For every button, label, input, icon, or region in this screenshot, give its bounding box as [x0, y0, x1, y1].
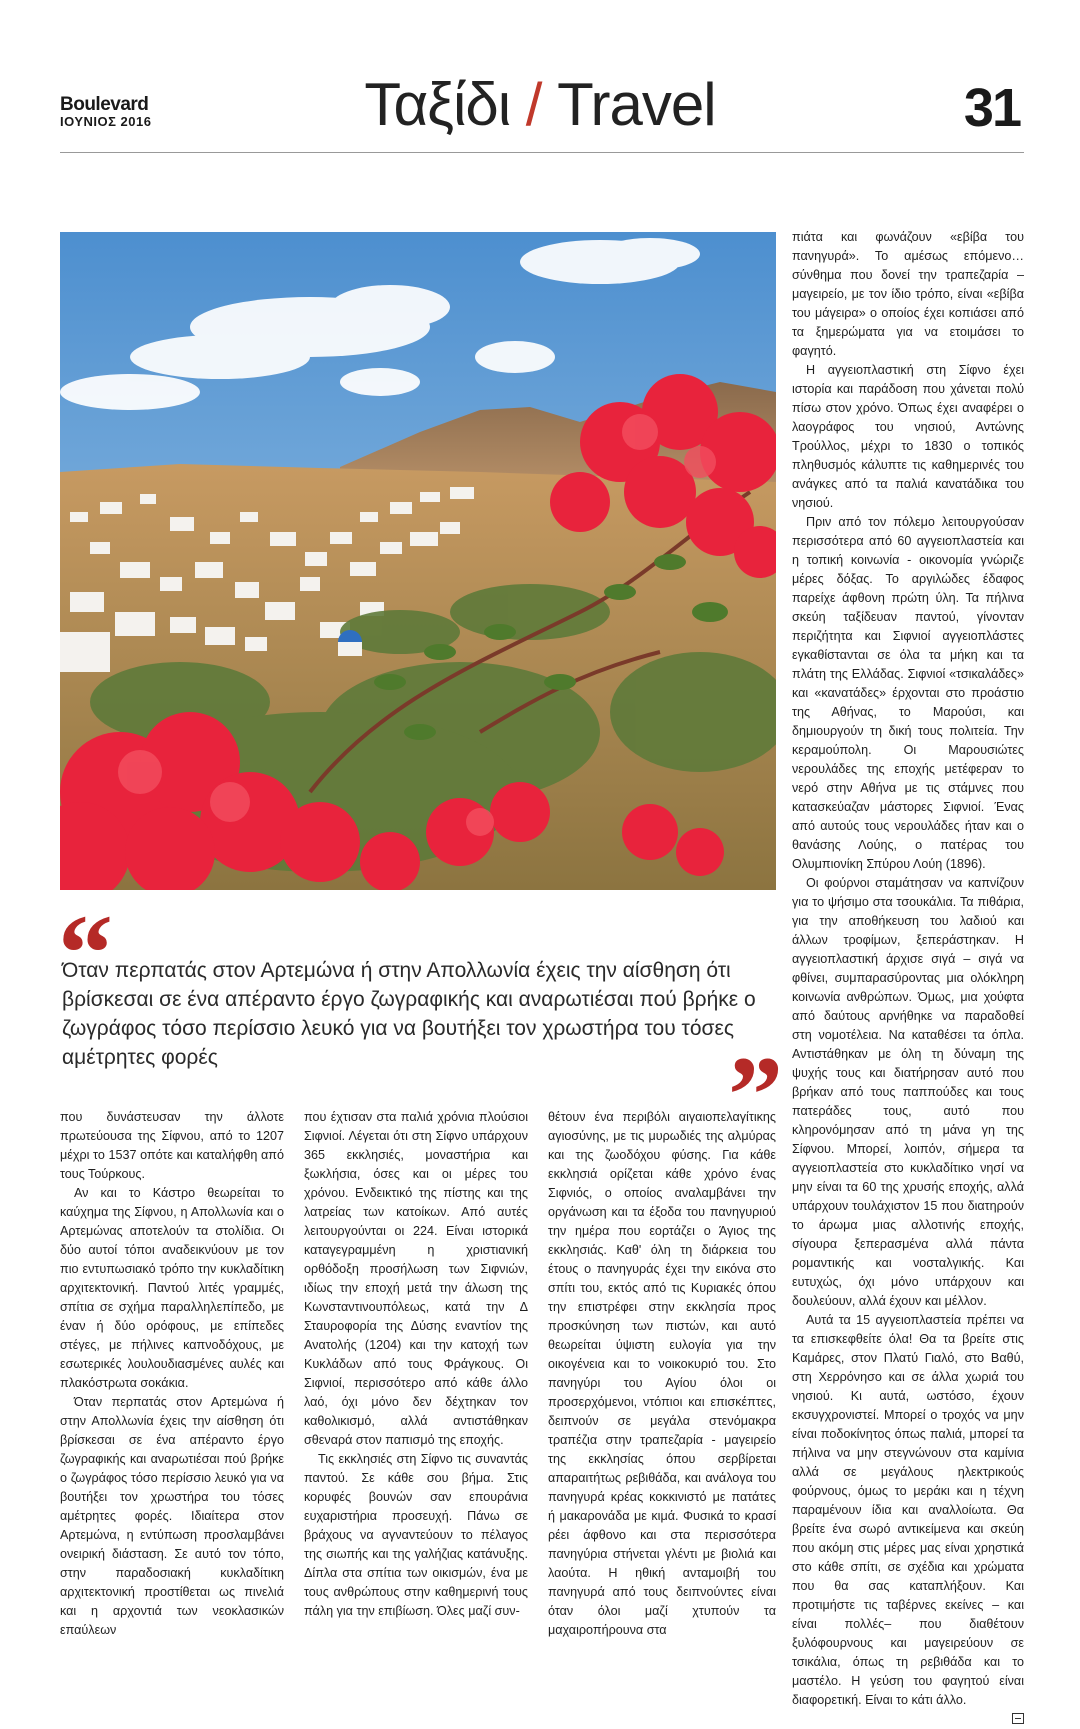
section-title-separator: /	[525, 71, 542, 138]
paragraph: Οι φούρνοι σταμάτησαν να καπνίζουν για το ψήσιμο στα τσουκάλια. Τα πιθάρια, για την αποθήκευση του λαδιού και άλλων τροφίμων, ξεπεράστηκαν. Η αγγειοπλαστική άρχισε σιγά – σιγά να φθίνει, συμπαρασύροντας μια ολόκληρη κοινωνία ανθρώπων. Όμως, μια χούφτα από δαύτους αρνήθηκε να παραδοθεί στη νομοτέλεια. Να καταθέσει τα όπλα. Αντιστάθηκαν με όλη τη δύναμη της ψυχής τους και διατήρησαν αυτό που βρήκαν από τους παππούδες και τους πατεράδες τους, αυτό που κληρονόμησαν από τη μάνα γη της Σίφνου. Μπορεί, λοιπόν, σήμερα τα αγγειοπλαστεία στο κυκλαδίτικο νησί να μην είναι τα 60 της χρυσής εποχής, αλλά υπάρχουν τουλάχιστον 15 που διατηρούν το άρωμα μιας αλλοτινής εποχής, σίγουρα ξεπερασμένα αλλά πάντα ρομαντικής και νοσταλγικής. Και ευτυχώς, όχι μόνο υπάρχουν και δουλεύουν, αλλά έχουν και μέλλον.	[792, 876, 1024, 1308]
article-column-1	[60, 1108, 284, 1640]
end-of-article	[792, 1710, 1024, 1729]
paragraph: Όταν περπατάς στον Αρτεμώνα ή στην Απολλωνία έχεις την αίσθηση ότι βρίσκεσαι σε ένα απέραντο έργο ζωγραφικής και αναρωτιέσαι πού βρήκε ο ζωγράφος τόσο περίσσιο λευκό για να βουτήξει τον χρωστήρα του τόσες αμέτρητες φορές. Ιδιαίτερα στον Αρτεμώνα, η εντύπωση προσλαμβάνει ονειρική διάσταση. Σε αυτό τον τόπο, στην παραδοσιακή κυκλαδίτικη αρχιτεκτονική προστίθεται ως πινελιά και η αρχοντιά των νεοκλασικών επαύλεων	[60, 1395, 284, 1637]
issue-date: ΙΟΥΝΙΟΣ 2016	[60, 114, 152, 129]
paragraph: Πριν από τον πόλεμο λειτουργούσαν περισσότερα από 60 αγγειοπλαστεία και η τοπική κοινωνία - οικονομία γνώριζε μέρες δόξας. Το αργιλώδες έδαφος παρείχε άφθονη πρώτη ύλη. Τα πήλινα σκεύη ταξίδευαν παντού, γίνονταν περιζήτητα και Σιφνιοί αγγειοπλάστες εγκαθίστανται σε όλα τα μήκη και τα πλάτη της Ελλάδας. Σιφνιοί «τσικαλάδες» και «κανατάδες» έρχονται στο προάστιο της Αθήνας, το Μαρούσι, και δημιουργούν τη δική τους πολιτεία. Την κεραμούπολη. Οι Μαρουσιώτες νερουλάδες της εποχής μετέφεραν το νερό στην Αθήνα με τις στάμνες που κατασκεύαζαν μάστορες Σιφνιοί. Ένας από αυτούς τους νερουλάδες ήταν και ο θανάσης Λούης, ο πατέρας του Ολυμπιονίκη Σπύρου Λούη (1896).	[792, 515, 1024, 871]
article-column-right	[792, 228, 1024, 1729]
paragraph: Αυτά τα 15 αγγειοπλαστεία πρέπει να τα επισκεφθείτε όλα! Θα τα βρείτε στις Καμάρες, στον Πλατύ Γιαλό, στο Βαθύ, στη Χερρόνησο και σε άλλα χωριά του νησιού. Κι αυτά, ωστόσο, έχουν εκσυγχρονιστεί. Μπορεί ο τροχός να μην είναι ποδοκίνητος όπως παλιά, μπορεί τα πήλινα να μην στεγνώνουν στα καμίνια αλλά σε μεγάλους ηλεκτρικούς φούρνους, όμως το μεράκι και η τέχνη παραμένουν ίδια και αναλλοίωτα. Θα βρείτε ένα σωρό αντικείμενα και σκεύη που ακόμη στις μέρες μας είναι χρηστικά στο κάθε σπίτι, σε σχέδια και χρώματα που θα σας καταπλήξουν. Και προτιμήστε τις ταβέρνες εκείνες – και είναι πολλές– που διαθέτουν ξυλόφουρνους και μαγειρεύουν σε τσικάλια, όπως τη ρεβιθάδα και το μαστέλο. Η γεύση του φαγητού είναι διαφορετική. Είναι το κάτι άλλο.	[792, 1313, 1024, 1707]
quote-close-icon: ”	[728, 1034, 783, 1156]
article-column-2	[304, 1108, 528, 1621]
magazine-brand: Boulevard	[60, 94, 149, 115]
paragraph: Τις εκκλησιές στη Σίφνο τις συναντάς παντού. Σε κάθε σου βήμα. Στις κορυφές βουνών σαν επουράνια ευχαριστήρια προσευχή. Πάνω σε βράχους να αγναντεύουν το πέλαγος της σιωπής και της γαλήζιας κατάνυξης. Δίπλα στα σπίτια των οικισμών, ένα με τους ανθρώπους στην καθημερινή τους πάλη για την επιβίωση. Όλες μαζί συν-	[304, 1452, 528, 1618]
section-title-english: Travel	[557, 71, 716, 138]
paragraph: που δυνάστευσαν την άλλοτε πρωτεύουσα της Σίφνου, από το 1207 μέχρι το 1537 οπότε και καταλήφθη από τους Τούρκους.	[60, 1110, 284, 1181]
page-number: 31	[963, 78, 1020, 138]
pull-quote: Όταν περπατάς στον Αρτεμώνα ή στην Απολλωνία έχεις την αίσθηση ότι βρίσκεσαι σε ένα απέραντο έργο ζωγραφικής και αναρωτιέσαι πού βρήκε ο ζωγράφος τόσο περίσσιο λευκό για να βουτήξει τον χρωστήρα του τόσες αμέτρητες φορές	[62, 959, 756, 1069]
paragraph: πιάτα και φωνάζουν «εβίβα του πανηγυρά». Το αμέσως επόμενο… σύνθημα που δονεί την τραπεζαρία – μαγειρείο, με τον ίδιο τρόπο, είναι «εβίβα του μάγειρα» ο οποίος έχει κοπιάσει από τα ξημερώματα για να ετοιμάσει το φαγητό.	[792, 230, 1024, 358]
end-mark-icon	[1012, 1713, 1024, 1724]
section-title	[0, 70, 1080, 140]
paragraph: θέτουν ένα περιβόλι αιγαιοπελαγίτικης αγιοσύνης, με τις μυρωδιές της αλμύρας και της ζωοδόχου φύσης. Για κάθε εκκλησιά ορίζεται κάθε χρόνο ένας Σιφνιός, ο οποίος αναλαμβάνει την οργάνωση και τα έξοδα του πανηγυριού την ημέρα που εορτάζει ο Άγιος της εκκλησιάς. Καθ' όλη τη διάρκεια του έτους ο πανηγυράς έχει την εικόνα στο σπίτι του, εκτός από τις Κυριακές όπου την επιστρέφει στην εκκλησία προς προσκύνηση των πιστών, και αυτό θεωρείται ύψιστη ευλογία για την οικογένεια και το νοικοκυριό του. Στο πανηγύρι του Αγίου όλοι οι προσερχόμενοι, ντόπιοι και επισκέπτες, δειπνούν σε μεγάλα στενόμακρα τραπέζια στην τραπεζαρία - μαγειρείο της εκκλησίας όπου σερβίρεται απαραιτήτως ρεβιθάδα, και ανάλογα του πανηγυρά κρέας κοκκινιστό με πατάτες ή μακαρονάδα με κιμά. Φυσικά το κρασί ρέει άφθονο και στα περισσότερα πανηγύρια στήνεται γλέντι με βιολιά και λαούτα. Η ηθική ανταμοιβή του πανηγυρά από τους δειπνούντες είναι όταν όλοι μαζί χτυπούν τα μαχαιροπήρουνα στα	[548, 1110, 776, 1637]
section-title-greek: Ταξίδι	[364, 71, 511, 138]
header-divider	[60, 152, 1024, 153]
quote-open-icon: “	[58, 892, 113, 1014]
paragraph: Η αγγειοπλαστική στη Σίφνο έχει ιστορία και παράδοση που χάνεται πολύ πίσω στον χρόνο. Όπως έχει αναφέρει ο λαογράφος του νησιού, Αντώνης Τρούλλος, μέχρι το 1830 ο τοπικός πληθυσμός κάλυπτε τις καθημερινές του ανάγκες από τα παλιά κανατάδικα του νησιού.	[792, 363, 1024, 510]
paragraph: Αν και το Κάστρο θεωρείται το καύχημα της Σίφνου, η Απολλωνία και ο Αρτεμώνας αποτελούν τα στολίδια. Οι δύο αυτοί τόποι αναδεικνύουν με τον πιο εντυπωσιακό τρόπο την κυκλαδίτικη αρχιτεκτονική. Παντού λιτές γραμμές, σπίτια σε σχήμα παραλληλεπίπεδο, με έναν ή δύο ορόφους, με επίπεδες στέγες, με πήλινες καπνοδόχους, με εσωτερικές λουλουδιασμένες αυλές και πλακόστρωτα σοκάκια.	[60, 1186, 284, 1390]
article-column-3	[548, 1108, 776, 1640]
paragraph: που έχτισαν στα παλιά χρόνια πλούσιοι Σιφνιοί. Λέγεται ότι στη Σίφνο υπάρχουν 365 εκκλησιές, μοναστήρια και ξωκλήσια, όσες και οι μέρες του χρόνου. Ενδεικτικό της πίστης και της λατρείας των κατοίκων. Από αυτές λειτουργούνται οι 224. Είναι ιστορικά καταγεγραμμένη η χριστιανική ορθόδοξη προσήλωση των Σιφνιών, ιδίως την εποχή μετά την άλωση της Κωνσταντινουπόλεως, κατά την Δ Σταυροφορία της Δύσης εναντίον της Ανατολής (1204) και την κατοχή των Κυκλάδων από τους Φράγκους. Οι Σιφνιοί, περισσότερο από κάθε άλλο λαό, όχι μόνο δεν δέχτηκαν τον καθολικισμό, αλλά αντιστάθηκαν σθεναρά στον παπισμό της εποχής.	[304, 1110, 528, 1447]
article-photo	[60, 232, 776, 890]
